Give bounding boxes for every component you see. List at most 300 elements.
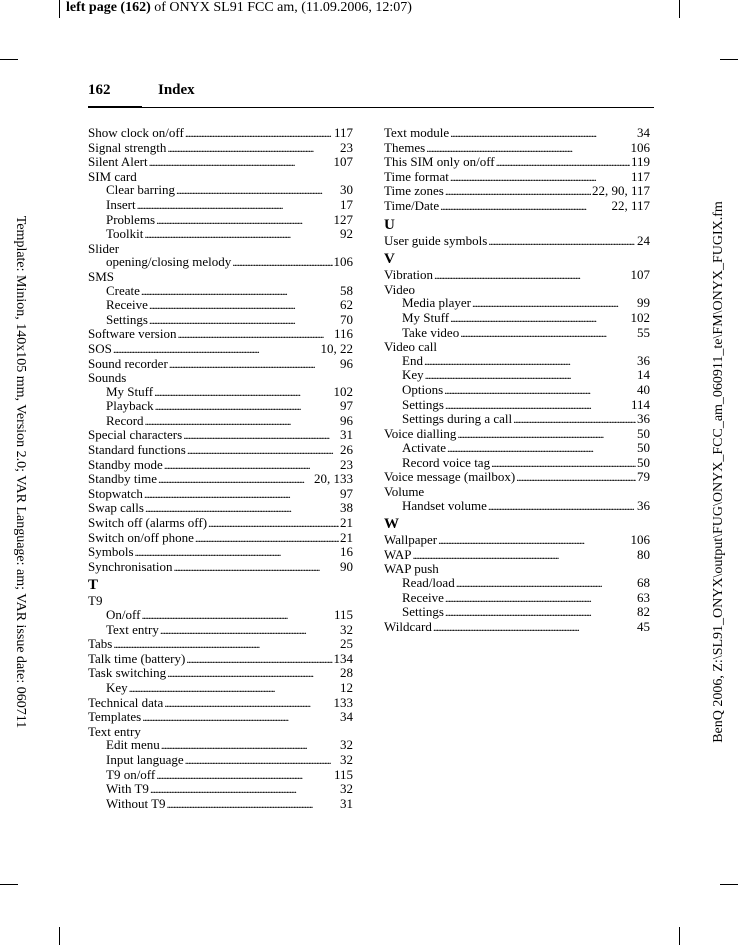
dot-leader [488, 499, 636, 514]
index-entry [88, 126, 353, 141]
index-term: Options [402, 381, 444, 397]
index-term: User guide symbols [384, 232, 488, 248]
index-page-ref: 17 [340, 196, 353, 212]
index-term: Special characters [88, 427, 183, 443]
index-group-label: T9 [88, 593, 103, 609]
index-term: Swap calls [88, 500, 144, 516]
index-subentry [88, 227, 353, 242]
index-page-ref: 40 [637, 381, 650, 397]
index-entry [384, 470, 650, 485]
index-page-ref: 55 [637, 324, 650, 340]
index-page-ref: 12 [340, 679, 353, 695]
index-page-ref: 115 [333, 607, 353, 622]
index-column-right [384, 126, 650, 634]
dot-leader [142, 710, 339, 725]
index-subentry [88, 298, 353, 313]
dot-leader [149, 313, 339, 328]
index-page-ref: 107 [333, 154, 353, 170]
dot-leader [491, 456, 636, 471]
dot-leader [164, 458, 339, 473]
index-entry [88, 696, 353, 711]
index-term: End [402, 352, 423, 368]
dot-leader [113, 342, 320, 357]
dot-leader [185, 753, 339, 768]
index-column-left [88, 126, 353, 811]
index-page-ref: 117 [333, 125, 353, 140]
print-header [66, 0, 412, 16]
dot-leader [472, 296, 636, 311]
index-term: Wallpaper [384, 532, 438, 548]
index-term: Time/Date [384, 197, 440, 213]
index-letter-heading: V [384, 251, 395, 268]
crop-mark-top-right [679, 0, 680, 18]
index-entry [88, 531, 353, 546]
index-page-ref: 22, 117 [611, 197, 650, 213]
dot-leader [187, 443, 339, 458]
dot-leader [141, 608, 333, 623]
dot-leader [438, 533, 629, 548]
dot-leader [167, 797, 339, 812]
index-entry [88, 443, 353, 458]
dot-leader [144, 227, 339, 242]
index-term: Switch off (alarms off) [88, 515, 208, 531]
index-term: Receive [402, 589, 444, 605]
index-letter-heading: T [88, 577, 99, 594]
index-term: Problems [106, 211, 156, 227]
index-page-ref: 32 [340, 781, 353, 797]
index-term: Voice dialling [384, 425, 457, 441]
index-term: Signal strength [88, 139, 167, 155]
dot-leader [160, 623, 339, 638]
dot-leader [145, 414, 339, 429]
dot-leader [445, 605, 636, 620]
index-term: Without T9 [106, 795, 166, 811]
index-page-ref: 106 [333, 254, 353, 270]
dot-leader [185, 126, 333, 141]
index-term: Settings [402, 604, 444, 620]
index-subentry [384, 456, 650, 471]
index-term: Take video [402, 324, 460, 340]
index-subentry [88, 414, 353, 429]
index-group-label: WAP push [384, 561, 439, 577]
index-page-ref: 127 [333, 211, 353, 227]
dot-leader [149, 298, 339, 313]
index-page-ref: 32 [340, 737, 353, 753]
index-term: Time format [384, 168, 449, 184]
index-term: Insert [106, 196, 136, 212]
index-page-ref: 20, 133 [314, 471, 353, 487]
dot-leader [186, 652, 332, 667]
crop-mark-bottom-left [59, 927, 60, 945]
index-page-ref: 58 [340, 282, 353, 298]
index-term: Text module [384, 125, 450, 140]
index-term: Key [402, 367, 424, 383]
dot-leader [150, 782, 339, 797]
index-entry [384, 620, 650, 635]
dot-leader [496, 155, 630, 170]
dot-leader [232, 255, 332, 270]
index-term: Text entry [106, 621, 159, 637]
dot-leader [149, 155, 333, 170]
index-page-ref: 32 [340, 751, 353, 767]
dot-leader [161, 738, 339, 753]
index-term: Clear barring [106, 182, 175, 198]
index-page-ref: 50 [637, 425, 650, 441]
index-page-ref: 116 [333, 326, 353, 342]
index-page-ref: 36 [637, 411, 650, 427]
index-page-ref: 30 [340, 182, 353, 198]
index-entry [384, 184, 650, 199]
dot-leader [460, 326, 636, 341]
index-term: opening/closing melody [106, 254, 232, 270]
index-subentry [384, 412, 650, 427]
index-group-label: SIM card [88, 168, 137, 184]
index-page-ref: 115 [333, 766, 353, 782]
index-page-ref: 97 [340, 485, 353, 501]
index-entry [88, 487, 353, 502]
index-entry [88, 516, 353, 531]
index-subentry [384, 311, 650, 326]
index-term: Record voice tag [402, 454, 491, 470]
index-page-ref: 45 [637, 618, 650, 634]
index-entry [88, 560, 353, 575]
heading-rule [142, 107, 654, 108]
dot-leader [177, 327, 333, 342]
dot-leader [135, 545, 339, 560]
index-subentry [88, 782, 353, 797]
index-subentry [384, 605, 650, 620]
index-subentry [384, 354, 650, 369]
index-term: Standard functions [88, 442, 186, 458]
dot-leader [434, 268, 629, 283]
index-page-ref: 79 [637, 469, 650, 485]
print-header-page: left page (162) [66, 0, 151, 15]
page-number: 162 [88, 82, 111, 98]
index-term: Input language [106, 751, 184, 767]
index-page-ref: 36 [637, 497, 650, 513]
index-subentry [88, 608, 353, 623]
index-page-ref: 90 [340, 558, 353, 574]
index-term: WAP [384, 546, 412, 562]
index-page-ref: 96 [340, 355, 353, 371]
dot-leader [445, 398, 630, 413]
dot-leader [169, 357, 339, 372]
index-page-ref: 24 [637, 232, 650, 248]
dot-leader [445, 591, 636, 606]
index-term: Voice message (mailbox) [384, 469, 516, 485]
index-page-ref: 68 [637, 575, 650, 591]
index-term: Symbols [88, 544, 134, 560]
index-term: Tabs [88, 636, 113, 652]
index-page-ref: 25 [340, 636, 353, 652]
index-group-label: Volume [384, 484, 425, 500]
index-entry [384, 427, 650, 442]
index-term: Playback [106, 398, 154, 414]
crop-mark-left-upper [0, 59, 18, 60]
index-term: Sound recorder [88, 355, 168, 371]
dot-leader [164, 696, 332, 711]
index-page-ref: 36 [637, 352, 650, 368]
dot-leader [167, 666, 339, 681]
index-term: Media player [402, 295, 471, 311]
dot-leader [425, 368, 636, 383]
index-page-ref: 34 [340, 709, 353, 725]
index-subentry [88, 623, 353, 638]
index-page-ref: 117 [630, 168, 650, 184]
index-term: Record [106, 412, 144, 428]
crop-mark-bottom-right [679, 927, 680, 945]
index-subentry [384, 576, 650, 591]
index-subentry [384, 383, 650, 398]
index-term: On/off [106, 607, 141, 622]
dot-leader [450, 126, 636, 141]
index-term: Edit menu [106, 737, 160, 753]
dot-leader [445, 184, 591, 199]
index-page-ref: 82 [637, 604, 650, 620]
dot-leader [156, 213, 332, 228]
index-term: Silent Alert [88, 154, 148, 170]
index-subentry [384, 398, 650, 413]
index-term: Technical data [88, 694, 164, 710]
dot-leader [156, 768, 333, 783]
heading-rule-thick [88, 106, 142, 108]
index-entry [88, 637, 353, 652]
index-page-ref: 70 [340, 311, 353, 327]
index-entry [88, 710, 353, 725]
index-group-label: SMS [88, 268, 115, 284]
index-subentry [384, 441, 650, 456]
index-term: Talk time (battery) [88, 650, 186, 666]
index-letter-heading: W [384, 516, 399, 533]
index-page-ref: 23 [340, 456, 353, 472]
index-entry [384, 268, 650, 283]
index-entry [384, 126, 650, 141]
index-entry [88, 357, 353, 372]
index-page-ref: 28 [340, 665, 353, 681]
index-term: Stopwatch [88, 485, 143, 501]
index-term: Synchronisation [88, 558, 173, 574]
dot-leader [450, 311, 629, 326]
index-group-label: Sounds [88, 370, 127, 386]
index-page-ref: 106 [630, 139, 650, 155]
index-entry [88, 501, 353, 516]
index-subentry [88, 198, 353, 213]
index-term: My Stuff [106, 383, 154, 399]
index-term: Time zones [384, 183, 444, 199]
index-page-ref: 92 [340, 226, 353, 242]
index-page-ref: 63 [637, 589, 650, 605]
index-page-ref: 50 [637, 454, 650, 470]
index-group-label: Text entry [88, 723, 141, 739]
index-subentry [384, 296, 650, 311]
index-page-ref: 32 [340, 621, 353, 637]
index-page-ref: 50 [637, 440, 650, 456]
dot-leader [145, 501, 339, 516]
crop-mark-top-left [59, 0, 60, 18]
index-term: Standby time [88, 471, 157, 487]
page-title: Index [158, 82, 195, 98]
index-subentry [88, 183, 353, 198]
index-entry [88, 458, 353, 473]
index-page-ref: 21 [340, 515, 353, 531]
dot-leader [144, 487, 339, 502]
dot-leader [141, 284, 339, 299]
index-entry [384, 141, 650, 156]
index-entry [88, 666, 353, 681]
dot-leader [516, 470, 636, 485]
index-subentry [384, 591, 650, 606]
index-entry [384, 234, 650, 249]
index-entry [88, 327, 353, 342]
index-subentry [384, 326, 650, 341]
dot-leader [412, 548, 636, 563]
print-header-info: of ONYX SL91 FCC am, (11.09.2006, 12:07) [150, 0, 412, 15]
index-page-ref: 119 [630, 154, 650, 170]
dot-leader [488, 234, 636, 249]
index-page-ref: 80 [637, 546, 650, 562]
index-page-ref: 114 [630, 396, 650, 412]
index-page-ref: 21 [340, 529, 353, 545]
index-term: Task switching [88, 665, 167, 681]
index-term: Themes [384, 139, 426, 155]
dot-leader [444, 383, 636, 398]
index-term: Switch on/off phone [88, 529, 194, 545]
index-term: Settings [402, 396, 444, 412]
template-info-text: Template: Minion, 140x105 mm, Version 2.0; VAR Language: am; VAR issue date: 060711 [13, 215, 28, 729]
index-term: Read/load [402, 575, 455, 591]
index-page-ref: 62 [340, 297, 353, 313]
dot-leader [174, 560, 340, 575]
dot-leader [158, 472, 313, 487]
dot-leader [440, 199, 610, 214]
dot-leader [424, 354, 636, 369]
crop-mark-right-upper [720, 59, 738, 60]
index-entry [384, 533, 650, 548]
index-page-ref: 31 [340, 427, 353, 443]
index-term: My Stuff [402, 309, 450, 325]
index-page-ref: 10, 22 [320, 340, 353, 356]
index-entry [384, 199, 650, 214]
index-term: Vibration [384, 267, 434, 283]
index-page-ref: 106 [630, 532, 650, 548]
index-term: Settings [106, 311, 148, 327]
index-term: Wildcard [384, 618, 432, 634]
index-subentry [88, 797, 353, 812]
index-page-ref: 133 [333, 694, 353, 710]
dot-leader [113, 637, 339, 652]
dot-leader [513, 412, 636, 427]
index-group-label: Video [384, 281, 415, 297]
index-page-ref: 99 [637, 295, 650, 311]
dot-leader [183, 428, 339, 443]
dot-leader [457, 427, 636, 442]
index-subentry [88, 753, 353, 768]
index-subentry [88, 313, 353, 328]
dot-leader [154, 385, 332, 400]
index-entry [384, 548, 650, 563]
index-page-ref: 16 [340, 544, 353, 560]
index-term: Create [106, 282, 140, 298]
index-entry [88, 652, 353, 667]
crop-mark-left-lower [0, 884, 18, 885]
dot-leader [176, 183, 339, 198]
index-term: Toolkit [106, 226, 144, 242]
index-entry [88, 545, 353, 560]
index-entry [88, 428, 353, 443]
index-page-ref: 96 [340, 412, 353, 428]
dot-leader [433, 620, 636, 635]
index-page-ref: 107 [630, 267, 650, 283]
index-group-label: Slider [88, 240, 120, 256]
index-entry [384, 155, 650, 170]
dot-leader [426, 141, 629, 156]
index-subentry [88, 385, 353, 400]
index-term: Standby mode [88, 456, 163, 472]
index-term: Key [106, 679, 128, 695]
index-term: This SIM only on/off [384, 154, 495, 170]
dot-leader [456, 576, 636, 591]
index-group-label: Video call [384, 339, 438, 355]
dot-leader [208, 516, 339, 531]
dot-leader [155, 399, 339, 414]
index-page-ref: 38 [340, 500, 353, 516]
dot-leader [195, 531, 339, 546]
index-letter-heading: U [384, 216, 395, 233]
index-term: Handset volume [402, 497, 487, 513]
index-page-ref: 102 [630, 309, 650, 325]
index-term: T9 on/off [106, 766, 156, 782]
index-page-ref: 134 [333, 650, 353, 666]
crop-mark-right-lower [720, 884, 738, 885]
index-entry [88, 342, 353, 357]
index-page-ref: 26 [340, 442, 353, 458]
index-term: Receive [106, 297, 148, 313]
index-page-ref: 34 [637, 125, 650, 140]
index-subentry [384, 368, 650, 383]
file-path-text: BenQ 2006, Z:\SL91_ONYX\output\FUG\ONYX_FCC_am_060911_te\FM\ONYX_FUGIX.fm [711, 201, 726, 743]
index-term: Show clock on/off [88, 125, 184, 140]
index-page-ref: 31 [340, 795, 353, 811]
index-subentry [88, 213, 353, 228]
dot-leader [447, 441, 636, 456]
index-page-ref: 97 [340, 398, 353, 414]
index-subentry [88, 738, 353, 753]
index-term: Templates [88, 709, 142, 725]
index-page-ref: 23 [340, 139, 353, 155]
index-page-ref: 22, 90, 117 [591, 183, 650, 199]
index-entry [384, 170, 650, 185]
index-term: Software version [88, 326, 177, 342]
dot-leader [450, 170, 630, 185]
index-entry [88, 141, 353, 156]
index-page-ref: 102 [333, 383, 353, 399]
index-subentry [88, 768, 353, 783]
index-term: SOS [88, 340, 112, 356]
index-subentry [384, 499, 650, 514]
index-subentry [88, 284, 353, 299]
dot-leader [129, 681, 339, 696]
dot-leader [137, 198, 339, 213]
index-term: With T9 [106, 781, 149, 797]
index-term: Settings during a call [402, 411, 513, 427]
index-subentry [88, 681, 353, 696]
index-entry [88, 155, 353, 170]
index-page-ref: 14 [637, 367, 650, 383]
index-subentry [88, 255, 353, 270]
dot-leader [167, 141, 339, 156]
index-entry [88, 472, 353, 487]
index-term: Activate [402, 440, 447, 456]
